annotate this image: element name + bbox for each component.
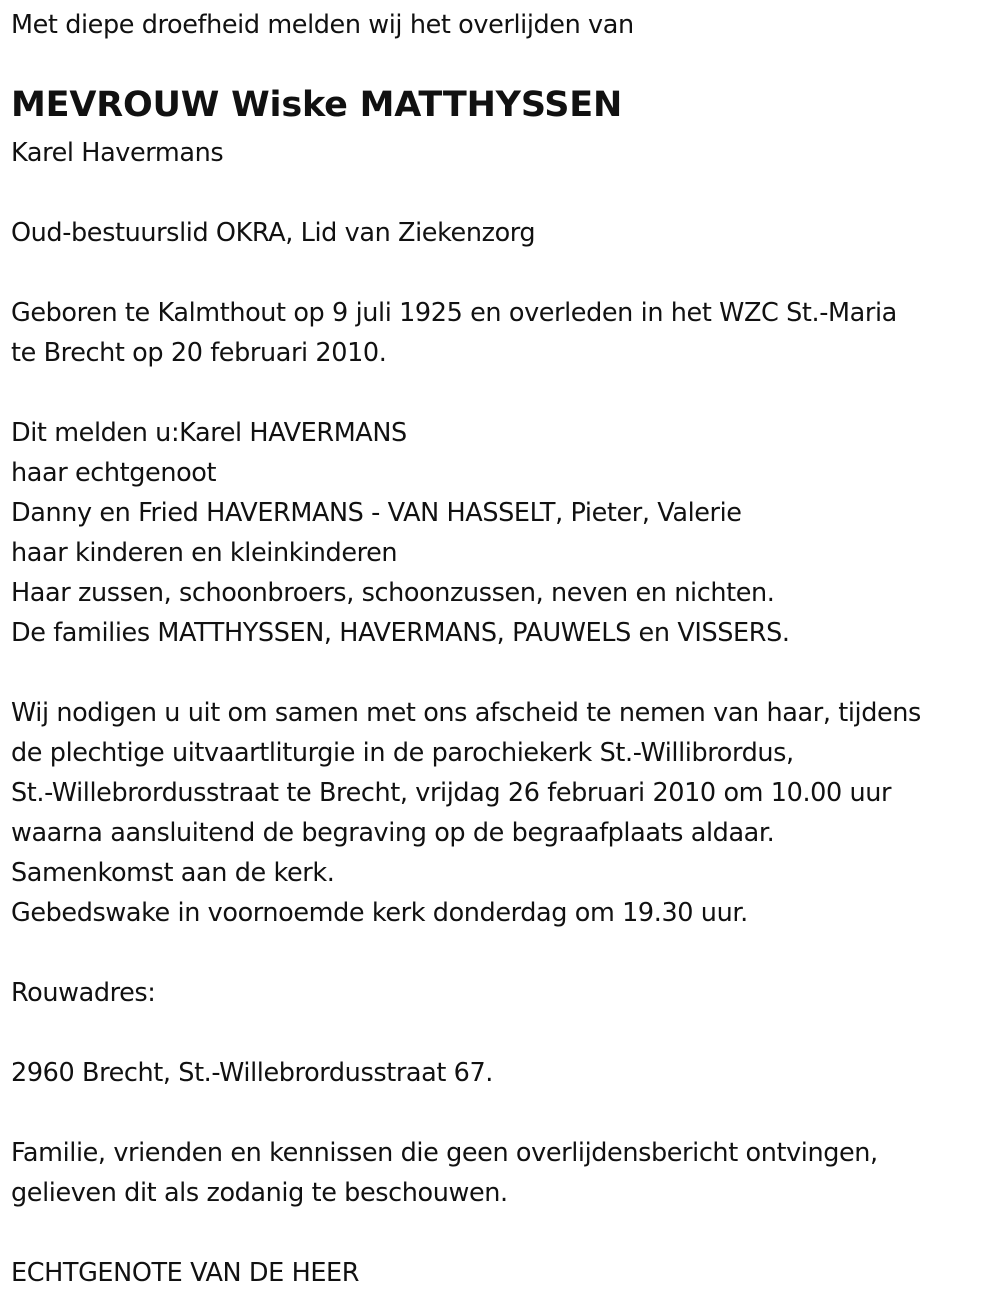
deceased-name: MEVROUW Wiske MATTHYSSEN [11,85,623,125]
spouse-heading: ECHTGENOTE VAN DE HEER [11,1258,360,1288]
closing-note-line: gelieven dit als zodanig te beschouwen. [11,1178,508,1208]
intro-text: Met diepe droefheid melden wij het overlijden van [11,10,634,40]
closing-note-line: Familie, vrienden en kennissen die geen overlijdensbericht ontvingen, [11,1138,878,1168]
funeral-line: Wij nodigen u uit om samen met ons afscheid te nemen van haar, tijdens [11,698,921,728]
memberships-text: Oud-bestuurslid OKRA, Lid van Ziekenzorg [11,218,536,248]
birth-death-line: te Brecht op 20 februari 2010. [11,338,387,368]
announcer-line: haar kinderen en kleinkinderen [11,538,398,568]
funeral-line: waarna aansluitend de begraving op de begraafplaats aldaar. [11,818,775,848]
funeral-line: Gebedswake in voornoemde kerk donderdag om 19.30 uur. [11,898,748,928]
birth-death-line: Geboren te Kalmthout op 9 juli 1925 en overleden in het WZC St.-Maria [11,298,897,328]
announcer-line: Dit melden u:Karel HAVERMANS [11,418,407,448]
mourning-address: 2960 Brecht, St.-Willebrordusstraat 67. [11,1058,494,1088]
funeral-line: St.-Willebrordusstraat te Brecht, vrijdag 26 februari 2010 om 10.00 uur [11,778,892,808]
funeral-line: de plechtige uitvaartliturgie in de parochiekerk St.-Willibrordus, [11,738,794,768]
announcer-line: haar echtgenoot [11,458,217,488]
spouse-name: Karel Havermans [11,138,224,168]
announcer-line: Haar zussen, schoonbroers, schoonzussen, neven en nichten. [11,578,775,608]
mourning-address-label: Rouwadres: [11,978,156,1008]
announcer-line: De families MATTHYSSEN, HAVERMANS, PAUWELS en VISSERS. [11,618,790,648]
announcer-line: Danny en Fried HAVERMANS - VAN HASSELT, Pieter, Valerie [11,498,742,528]
funeral-line: Samenkomst aan de kerk. [11,858,335,888]
